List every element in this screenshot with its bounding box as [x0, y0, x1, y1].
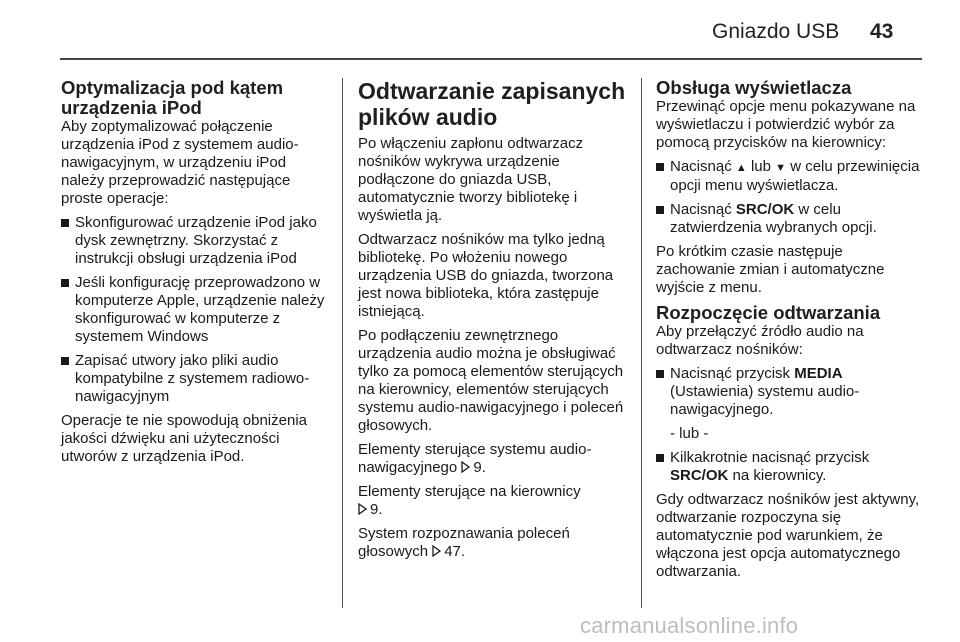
down-arrow-icon: ▼ [775, 162, 787, 174]
square-bullet-icon [656, 206, 664, 214]
square-bullet-icon [656, 370, 664, 378]
page-reference-link[interactable]: 9. [370, 501, 383, 518]
page-reference-link[interactable]: 9. [473, 459, 486, 476]
key-label: MEDIA [794, 365, 843, 382]
ipod-steps-list [61, 214, 329, 406]
list-item: Kilkakrotnie nacisnąć przycisk SRC/OK na kierownicy. [656, 449, 924, 485]
playback-files-heading: Odtwarzanie zapisanych plików audio [358, 78, 626, 130]
paragraph: Po włączeniu zapłonu odtwarzacz nośników wykrywa urządzenie podłączone do gniazda USB, automatycznie tworzy bibliotekę i wyświetla ją. [358, 135, 584, 224]
page-number: 43 [870, 20, 894, 43]
watermark-text: carmanualsonline.info [580, 613, 799, 638]
or-separator: - lub - [670, 425, 709, 442]
paragraph: Odtwarzacz nośników ma tylko jedną bibliotekę. Po włożeniu nowego urządzenia USB do gniazda, tworzona jest nowa biblioteka, która zastępuje istniejącą. [358, 231, 614, 320]
square-bullet-icon [61, 279, 69, 287]
playback-steps-list-2 [656, 449, 924, 485]
key-label: SRC/OK [735, 201, 795, 218]
list-item: Skonfigurować urządzenie iPod jako dysk zewnętrzny. Skorzystać z instrukcji obsługi urządzenia iPod [61, 214, 329, 268]
column-divider-1 [342, 78, 343, 608]
key-label: SRC/OK [670, 467, 729, 484]
ipod-optimization-heading: Optymalizacja pod kątem urządzenia iPod [61, 77, 284, 118]
page-header [0, 0, 960, 60]
list-item: Nacisnąć SRC/OK w celu zatwierdzenia wybranych opcji. [656, 201, 924, 237]
list-item: Nacisnąć ▲ lub ▼ w celu przewinięcia opcji menu wyświetlacza. [656, 158, 924, 195]
page-reference-icon [358, 503, 368, 515]
display-control-heading: Obsługa wyświetlacza [656, 77, 852, 98]
up-arrow-icon: ▲ [735, 162, 747, 174]
paragraph: Po podłączeniu zewnętrznego urządzenia audio można je obsługiwać tylko za pomocą elementów sterujących na kierownicy, elementów sterujących systemu audio-nawigacyjnego i poleceń głosowych. [358, 327, 624, 434]
playback-steps-list [656, 365, 924, 419]
column-1 [61, 78, 329, 472]
ipod-outro-text: Operacje te nie spowodują obniżenia jakości dźwięku ani użyteczności utworów z urządzenia iPod. [61, 412, 307, 465]
square-bullet-icon [656, 163, 664, 171]
page-reference-icon [461, 461, 471, 473]
paragraph: Przewinąć opcje menu pokazywane na wyświetlaczu i potwierdzić wybór za pomocą przycisków na kierownicy: [656, 98, 916, 151]
paragraph: Po krótkim czasie następuje zachowanie zmian i automatyczne wyjście z menu. [656, 243, 885, 296]
square-bullet-icon [61, 357, 69, 365]
header-title: Gniazdo USB [712, 20, 840, 43]
column-3 [656, 78, 924, 587]
cross-reference-paragraph: System rozpoznawania poleceń głosowych 47. [358, 525, 570, 560]
start-playback-heading: Rozpoczęcie odtwarzania [656, 302, 881, 323]
header-divider [60, 58, 922, 60]
cross-reference-paragraph: Elementy sterujące na kierownicy 9. [358, 483, 581, 518]
cross-reference-paragraph: Elementy sterujące systemu audio-nawigacyjnego 9. [358, 441, 592, 476]
ipod-intro-text: Aby zoptymalizować połączenie urządzenia iPod z systemem audio-nawigacyjnym, w urządzeniu iPod należy przeprowadzić następujące proste operacje: [61, 118, 299, 207]
page-reference-link[interactable]: 47. [444, 543, 466, 560]
list-item: Nacisnąć przycisk MEDIA (Ustawienia) systemu audio-nawigacyjnego. [656, 365, 924, 419]
column-divider-2 [641, 78, 642, 608]
column-2 [358, 78, 630, 567]
list-item: Jeśli konfigurację przeprowadzono w komputerze Apple, urządzenie należy skonfigurować w komputerze z systemem Windows [61, 274, 329, 346]
page-reference-icon [432, 545, 442, 557]
paragraph: Aby przełączyć źródło audio na odtwarzacz nośników: [656, 323, 864, 358]
list-item: Zapisać utwory jako pliki audio kompatybilne z systemem radiowo-nawigacyjnym [61, 352, 329, 406]
square-bullet-icon [61, 219, 69, 227]
display-steps-list [656, 158, 924, 237]
square-bullet-icon [656, 454, 664, 462]
paragraph: Gdy odtwarzacz nośników jest aktywny, odtwarzanie rozpoczyna się automatycznie pod warunkiem, że włączona jest opcja automatycznego odtwarzania. [656, 491, 920, 580]
